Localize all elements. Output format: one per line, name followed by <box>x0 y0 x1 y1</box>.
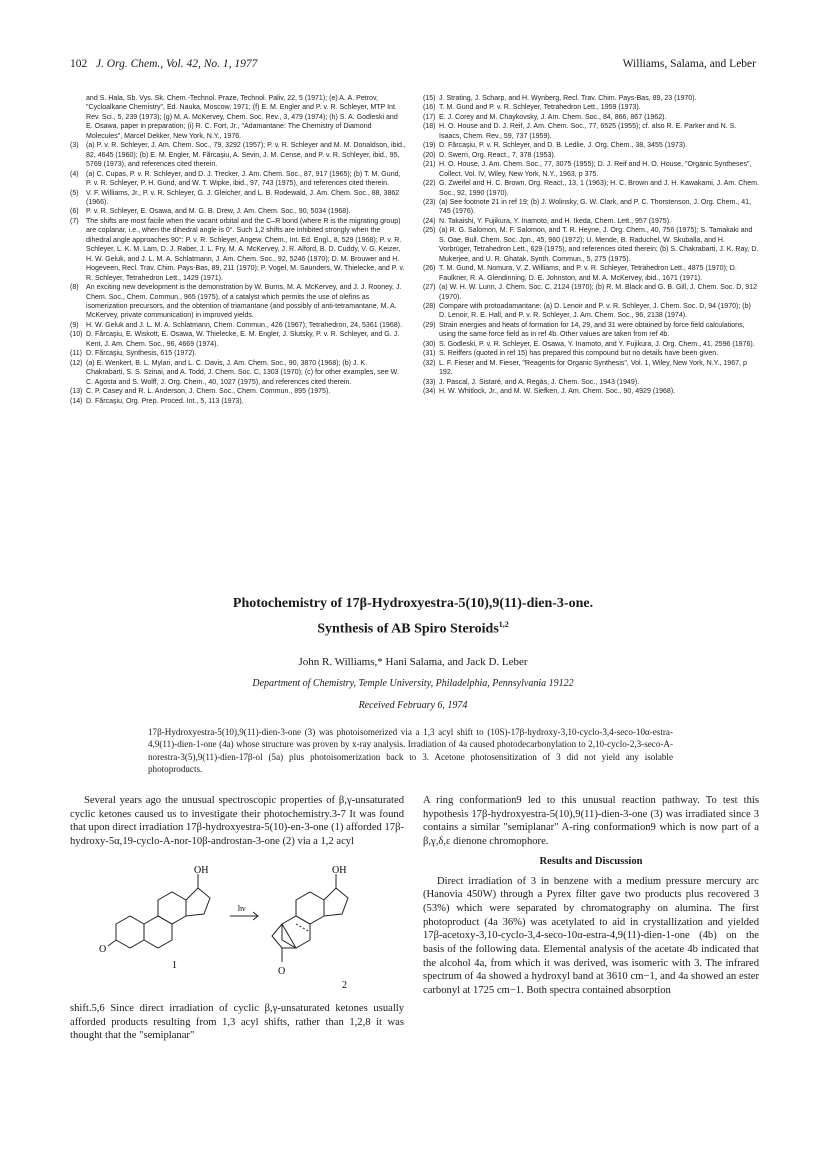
reference-entry <box>70 349 406 358</box>
reference-text: Strain energies and heats of formation for 14, 29, and 31 were obtained by force field calculations, using the same force field as in ref 4b. Other values are taken from ref 4b. <box>439 321 745 339</box>
reference-text: G. Zweifel and H. C. Brown, Org. React., 13, 1 (1963); H. C. Brown and J. H. Kawakami, J. Am. Chem. Soc., 92, 1990 (1970). <box>439 180 759 197</box>
reference-text: T. M. Gund, M. Nomura, V. Z. Williams, and P. v. R. Schleyer, Tetrahedron Lett., 4875 (1970); D. Faulkner, R. A. Glendinning, D. E. Johnston, and M. A. McKervey, ibid., 1671 (1971). <box>439 265 737 282</box>
reference-number: (5) <box>70 189 79 197</box>
reference-entry <box>423 141 759 150</box>
carbonyl-o-label-compound-2: O <box>278 966 286 977</box>
reference-number: (27) <box>423 284 436 292</box>
reference-entry <box>423 264 759 283</box>
reference-text: T. M. Gund and P. v. R. Schleyer, Tetrahedron Lett., 1959 (1973). <box>439 104 641 112</box>
reference-text: Compare with protoadamantane: (a) D. Lenoir and P. v. R. Schleyer, J. Chem. Soc. D, 94 (1970); (b) D. Lenoir, R. E. Hall, and P. v. R. Schleyer, J. Am. Chem. Soc., 96, 2138 (1974). <box>439 302 751 320</box>
reference-number: (12) <box>70 359 83 367</box>
reference-text: L. F. Fieser and M. Fieser, "Reagents for Organic Synthesis", Vol. 1, Wiley, New York, N.Y., 1967, p 192. <box>439 359 747 377</box>
reference-number: (21) <box>423 161 436 169</box>
right-body-column <box>423 794 759 998</box>
reference-text: H. W. Geluk and J. L. M. A. Schlatmann, Chem. Commun., 426 (1967); Tetrahedron, 24, 5361 (1968). <box>86 321 402 329</box>
reference-text: J. Pascal, J. Sistaré, and A. Regàs, J. Chem. Soc., 1943 (1949). <box>439 378 640 386</box>
reference-text: J. Strating, J. Scharp, and H. Wynberg, Recl. Trav. Chim. Pays-Bas, 89, 23 (1970). <box>439 95 697 102</box>
reference-text: (a) E. Wenkert, B. L. Mylari, and L. C. Davis, J. Am. Chem. Soc., 90, 3870 (1968); (b) J. K. Chakrabarti, S. S. Szinai, and A. Todd, J. Chem. Soc. C, 1303 (1970); (c) for other examples, see W. C. Agosta and S. Wolff, J. Org. Chem., 40, 1027 (1975), and references cited therein. <box>86 359 399 386</box>
right-paragraph-1: A ring conformation9 led to this unusual reaction pathway. To test this hypothesis 17β-hydroxyestra-5(10),9(11)-dien-3-one (3) was irradiated since 3 contains a similar "semiplanar" A-ring conformation9 which is now part of a β,γ,δ,ε dienone chromophore. <box>423 795 759 848</box>
reference-entry <box>423 217 759 226</box>
reference-text: S. Godleski, P. v. R. Schleyer, E. Osawa, Y. Inamoto, and Y. Fujikura, J. Org. Chem., 41, 2596 (1976). <box>439 340 755 348</box>
references-right-column <box>423 94 759 397</box>
reference-entry <box>423 122 759 141</box>
reference-entry <box>423 103 759 112</box>
reference-number: (7) <box>70 217 79 225</box>
reference-text: An exciting new development is the demonstration by W. Burns, M. A. McKervey, and J. J. Rooney, J. Chem. Soc., Chem. Commun., 965 (1975), of a catalyst which permits the use of olefins as isomerization precursors, and the obtention of triamantane (and possibly of anti-tetramantane, M. A. McKervey, private communication) in improved yields. <box>86 284 402 320</box>
title-line-1: Photochemistry of 17β-Hydroxyestra-5(10),9(11)-dien-3-one. <box>232 596 594 611</box>
intro-text: Several years ago the unusual spectroscopic properties of β,γ-unsaturated cyclic ketones caused us to investigate their photochemistry.3-7 It was found that upon direct irradiation 17β-hydroxyestra-5(10)-en-3-one (1) afforded 17β-hydroxy-5α,19-cyclo-A-nor-10β-androstan-3-one (2) via a 1,2 acyl <box>70 795 404 848</box>
reference-entry <box>70 387 406 396</box>
reference-number: (4) <box>70 170 79 178</box>
reference-number: (8) <box>70 284 79 292</box>
page-number: 102 <box>70 58 88 70</box>
running-authors: Williams, Salama, and Leber <box>622 58 756 70</box>
reference-entry <box>423 302 759 321</box>
reference-text: (a) R. G. Salomon, M. F. Salomon, and T. R. Heyne, J. Org. Chem., 40, 756 (1975); S. Tamakaki and S. Oae, Bull. Chem. Soc. Jpn., 45, 960 (1972); U. Mende, B. Raduchel, W. Skuballa, and H. Vorbrüger, Tetrahedron Lett., 629 (1975), and references cited therein; (b) S. Chakrabarti, J. K. Ray, D. Mukerjee, and U. R. Ghatak, Synth. Commun., 5, 275 (1975). <box>439 227 759 263</box>
reaction-scheme <box>96 864 386 992</box>
reference-entry <box>423 113 759 122</box>
reference-number: (17) <box>423 113 436 121</box>
reference-text: D. Fărcaşiu, E. Wiskott, E. Osawa, W. Thielecke, E. M. Engler, J. Slutsky, P. v. R. Schleyer, and G. J. Kent, J. Am. Chem. Soc., 96, 4669 (1974). <box>86 331 400 348</box>
reference-text: C. P. Casey and R. L. Anderson, J. Chem. Soc., Chem. Commun., 895 (1975). <box>86 388 331 396</box>
reference-entry <box>70 321 406 330</box>
reference-number: (11) <box>70 350 83 358</box>
reference-text: (a) P. v. R. Schleyer, J. Am. Chem. Soc., 79, 3292 (1957); P. v. R. Schleyer and M. M. Donaldson, ibid., 82, 4645 (1960); (b) E. M. Engler, M. Fărcaşiu, A. Sevin, J. M. Cense, and P. v. R. Schleyer, ibid., 95, 5769 (1973), and references cited therein. <box>86 142 406 169</box>
reference-number: (18) <box>423 123 436 131</box>
reference-number: (31) <box>423 350 436 358</box>
reference-entry <box>70 141 406 169</box>
reference-number: (22) <box>423 180 436 188</box>
reference-number: (23) <box>423 198 436 206</box>
reference-number: (26) <box>423 265 436 273</box>
reference-entry <box>423 94 759 103</box>
oh-label-compound-2: OH <box>332 865 347 876</box>
reference-entry <box>70 217 406 283</box>
reference-entry <box>423 378 759 387</box>
reference-number: (9) <box>70 321 79 329</box>
article-title <box>70 593 756 640</box>
title-footnote-marker: 1,2 <box>498 620 509 629</box>
intro-continuation-text: shift.5,6 Since direct irradiation of cyclic β,γ-unsaturated ketones usually afforded products resulting from 1,3 acyl shifts, rather than 1,2,8 it was thought that the "semiplanar" <box>70 1003 404 1042</box>
reference-entry <box>70 207 406 216</box>
reference-text: (a) See footnote 21 in ref 19; (b) J. Wolinsky, G. W. Clark, and P. C. Thorstenson, J. Org. Chem., 41, 745 (1976). <box>439 198 752 216</box>
reference-text: D. Fărcaşiu, Org. Prep. Proced. Int., 5, 113 (1973). <box>86 397 244 405</box>
reference-text: E. J. Corey and M. Chaykovsky, J. Am. Chem. Soc., 84, 866, 867 (1962). <box>439 113 667 121</box>
reference-text: and S. Hala, Sb. Vys. Sk. Chem.-Technol. Praze, Technol. Paliv, 22, 5 (1971); (e) A. A. Petrov, "Cycloalkane Chemistry", Ed. Nauka, Moscow, 1971; (f) E. M. Engler and P. v. R. Schleyer, MTP Int. Rev. Sci., 5, 239 (1973); (g) M. A. McKervey, Chem. Soc. Rev., 3, 479 (1974); (h) S. A. Godleski and E. Osawa, paper in preparation; (i) R. C. Fort, Jr., "Adamantane: The Chemistry of Diamond Molecules", Marcel Dekker, New York, N.Y., 1976. <box>86 95 398 140</box>
reference-text: V. F. Williams, Jr., P. v. R. Schleyer, G. J. Gleicher, and L. B. Rodewald, J. Am. Chem. Soc., 88, 3862 (1966). <box>86 189 400 206</box>
reference-text: D. Swern, Org. React., 7, 378 (1953). <box>439 151 556 159</box>
reference-text: N. Takaishi, Y. Fujikura, Y. Inamoto, and H. Ikeda, Chem. Lett., 957 (1975). <box>439 217 672 225</box>
reference-number: (16) <box>423 104 436 112</box>
reference-entry <box>70 283 406 321</box>
reaction-scheme-drawing <box>96 864 386 992</box>
reference-entry <box>423 179 759 198</box>
reference-number: (15) <box>423 95 436 102</box>
reference-number: (13) <box>70 388 83 396</box>
intro-paragraph <box>70 794 404 849</box>
reference-number: (30) <box>423 340 436 348</box>
reference-entry <box>70 94 406 141</box>
reference-entry <box>423 160 759 179</box>
reference-text: H. O. House and D. J. Reif, J. Am. Chem. Soc., 77, 6525 (1955); cf. also R. E. Parker and N. S. Isaacs, Chem. Rev., 59, 737 (1959). <box>439 123 737 140</box>
compound-1-label: 1 <box>172 960 177 971</box>
journal-citation: J. Org. Chem., Vol. 42, No. 1, 1977 <box>95 58 258 70</box>
reference-entry <box>70 170 406 189</box>
reference-text: H. O. House, J. Am. Chem. Soc., 77, 3075 (1955); D. J. Reif and H. O. House, "Organic Syntheses", Collect. Vol. IV, Wiley, New York, N.Y., 1963, p 375. <box>439 161 752 178</box>
reference-entry <box>70 359 406 387</box>
reference-text: S. Reiffers (quoted in ref 15) has prepared this compound but no details have been given. <box>439 350 719 358</box>
reference-number: (19) <box>423 142 436 150</box>
reference-text: H. W. Whitlock, Jr., and M. W. Siefken, J. Am. Chem. Soc., 90, 4929 (1968). <box>439 388 676 396</box>
reference-entry <box>70 330 406 349</box>
abstract: 17β-Hydroxyestra-5(10),9(11)-dien-3-one (3) was photoisomerized via a 1,3 acyl shift to (10S)-17β-hydroxy-3,10-cyclo-3,4-seco-10α-estra-4,9(11)-dien-1-one (4a) whose structure was proven by x-ray analysis. Irradiation of 4a caused photodecarbonylation to 2,10-cyclo-2,3-seco-A-norestra-3(5),9(11)-dien-17β-ol (5a) plus photoisomerization back to 3. Acetone photosensitization of 3 did not yield any isolable photoproducts. <box>148 727 673 775</box>
reference-number: (24) <box>423 217 436 225</box>
reference-entry <box>423 349 759 358</box>
reference-number: (33) <box>423 378 436 386</box>
reference-entry <box>423 226 759 264</box>
carbonyl-o-label-compound-1: O <box>99 944 107 955</box>
oh-label-compound-1: OH <box>194 865 209 876</box>
reference-number: (3) <box>70 142 79 150</box>
author-list: John R. Williams,* Hani Salama, and Jack D. Leber <box>298 656 528 668</box>
reference-text: The shifts are most facile when the vacant orbital and the C–R bond (where R is the migrating group) are coplanar, i.e., when the dihedral angle is 0°. Such 1,2 shifts are inhibited strongly when the dihedral angle approaches 90°: P. v. R. Schleyer, Angew. Chem., Int. Ed. Engl., 8, 529 (1968); P. v. R. Schleyer, L. K. M. Lam, D. J. Raber, J. L. Fry, M. A. McKervey, J. R. Alford, B. D. Cuddy, V. G. Keizer, H. W. Geluk, and J. L. M. A. Schlatmann, J. Am. Chem. Soc., 92, 5246 (1970); D. M. Brouwer and H. Hogeveen, Recl. Trav. Chim. Pays-Bas, 89, 211 (1970); P. Vogel, M. Saunders, W. Thielecke, and P. v. R. Schleyer, Tetrahedron Lett., 1429 (1971). <box>86 217 405 282</box>
reference-entry <box>423 387 759 396</box>
reference-entry <box>423 359 759 378</box>
reference-text: P. v. R. Schleyer, E. Osawa, and M. G. B. Drew, J. Am. Chem. Soc., 90, 5034 (1968). <box>86 208 351 216</box>
affiliation: Department of Chemistry, Temple University, Philadelphia, Pennsylvania 19122 <box>252 678 574 689</box>
reference-entry <box>70 397 406 406</box>
compound-2-label: 2 <box>342 980 347 991</box>
reference-entry <box>423 321 759 340</box>
reference-number: (34) <box>423 388 436 396</box>
received-date: Received February 6, 1974 <box>358 700 468 711</box>
reference-text: (a) W. H. W. Lunn, J. Chem. Soc. C, 2124 (1970); (b) R. M. Black and G. B. Gill, J. Chem. Soc. D, 912 (1970). <box>439 284 758 301</box>
reference-entry <box>70 189 406 208</box>
reference-number: (10) <box>70 331 83 339</box>
reference-number: (20) <box>423 151 436 159</box>
title-line-2: Synthesis of AB Spiro Steroids <box>317 621 499 637</box>
reference-number: (32) <box>423 359 436 367</box>
section-heading-results: Results and Discussion <box>539 855 643 867</box>
reference-entry <box>423 283 759 302</box>
intro-continuation <box>70 1002 404 1043</box>
reference-entry <box>423 151 759 160</box>
hv-label: hν <box>238 904 246 913</box>
references-left-column <box>70 94 406 406</box>
reference-text: (a) C. Cupas, P. v. R. Schleyer, and D. J. Trecker, J. Am. Chem. Soc., 87, 917 (1965); (b) T. M. Gund, P. v. R. Schleyer, P. H. Gund, and W. T. Wipke, ibid., 97, 743 (1975), and references cited therein. <box>86 170 401 188</box>
reference-entry <box>423 198 759 217</box>
reference-text: D. Fărcaşiu, Synthesis, 615 (1972). <box>86 350 197 358</box>
running-header <box>70 58 756 76</box>
reference-text: D. Fărcaşiu, P. v. R. Schleyer, and D. B. Ledlie, J. Org. Chem., 38, 3455 (1973). <box>439 142 688 150</box>
reference-number: (6) <box>70 208 79 216</box>
right-paragraph-2: Direct irradiation of 3 in benzene with a medium pressure mercury arc (Hanovia 450W) through a Pyrex filter gave two products plus recovered 3 (53%) which were separated by chromatography on alumina. The first photoproduct (4a 36%) was acetylated to aid in crystallization and yielded 17β-acetoxy-3,10-cyclo-3,4-seco-10α-estra-4,9(11)-dien-1-one (4b) on the basis of the following data. Elemental analysis of the acetate 4b indicated that the alcohol 4a, from which it was derived, was isomeric with 3. The infrared spectrum of 4a showed a hydroxyl band at 3610 cm−1, and 4a showed an ester carbonyl at 1725 cm−1. Both spectra contained absorption <box>423 875 759 997</box>
reference-number: (29) <box>423 321 436 329</box>
reference-number: (28) <box>423 302 436 310</box>
reference-entry <box>423 340 759 349</box>
reference-number: (25) <box>423 227 436 235</box>
reference-number: (14) <box>70 397 83 405</box>
